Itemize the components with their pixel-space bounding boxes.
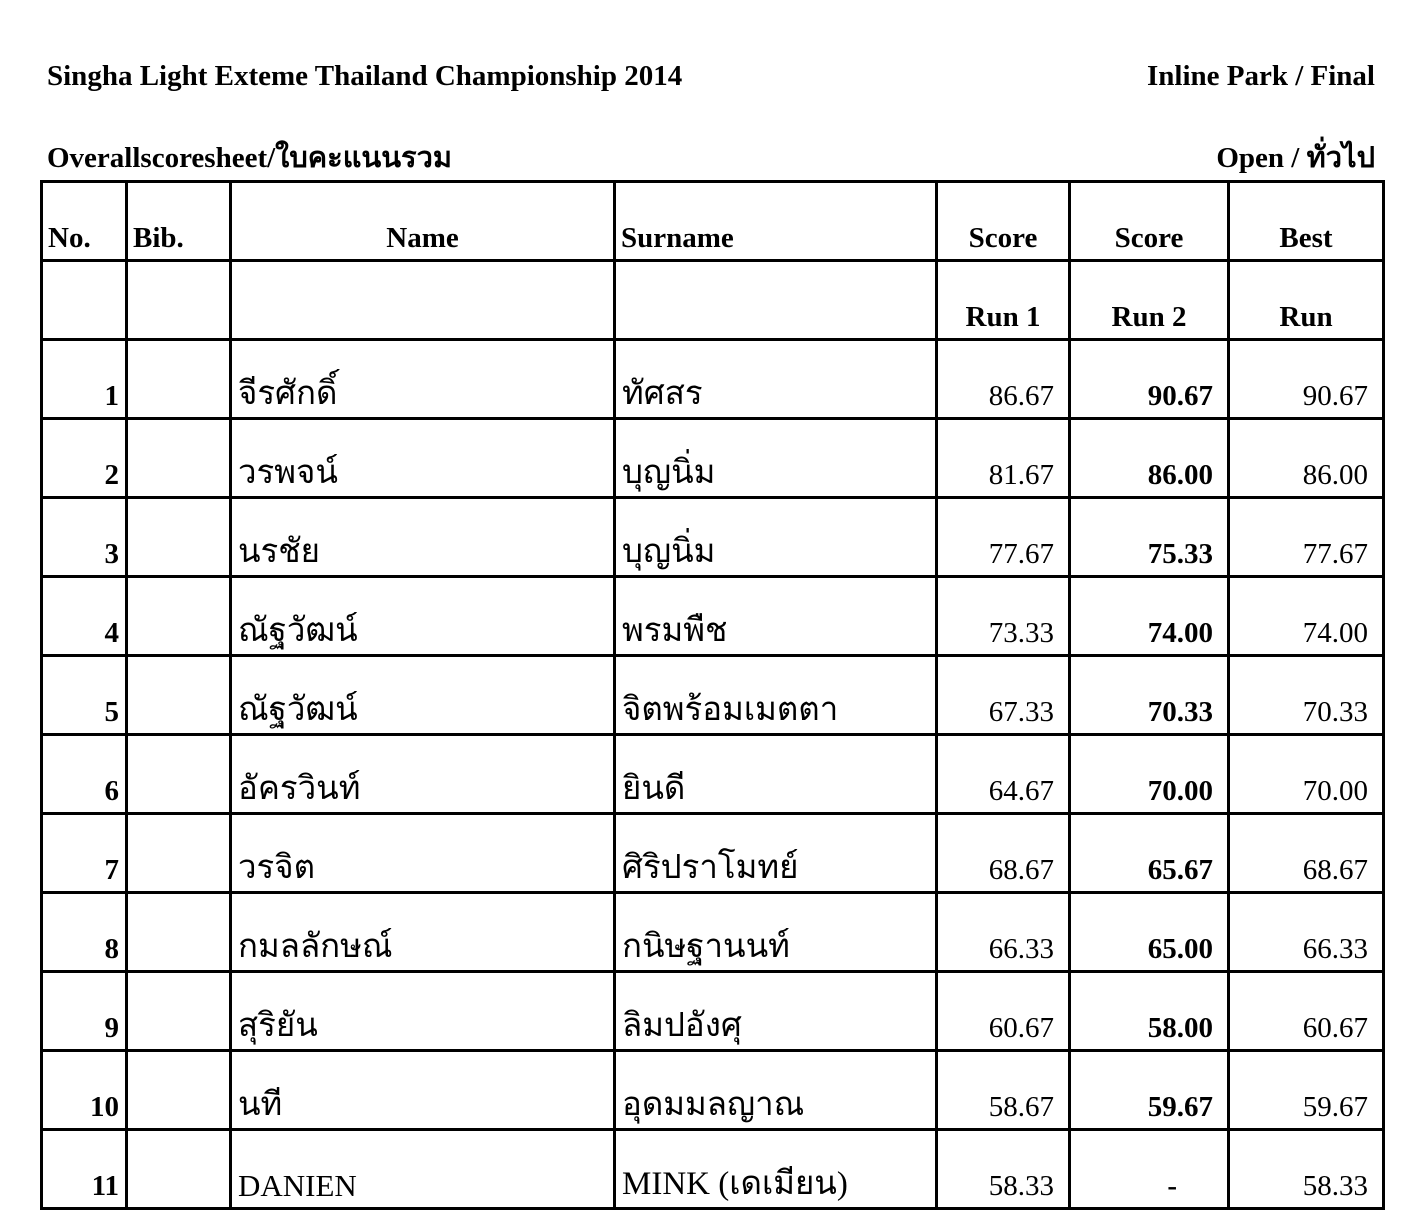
sheet-title: Overallscoresheet/ใบคะแนนรวม xyxy=(47,142,453,174)
cell-no: 7 xyxy=(42,814,127,893)
cell-score-run2: 70.00 xyxy=(1070,735,1229,814)
score-table xyxy=(40,180,1385,1210)
cell-name: จีรศักดิ์ xyxy=(231,340,615,419)
column-subheader-best: Run xyxy=(1229,261,1384,340)
cell-surname: บุญนิ่ม xyxy=(615,419,937,498)
cell-bib xyxy=(127,972,231,1051)
column-subheader-run2: Run 2 xyxy=(1070,261,1229,340)
cell-score-run1: 81.67 xyxy=(937,419,1070,498)
cell-name: DANIEN xyxy=(231,1130,615,1209)
cell-score-run2: 75.33 xyxy=(1070,498,1229,577)
table-row xyxy=(42,972,1384,1051)
cell-surname: จิตพร้อมเมตตา xyxy=(615,656,937,735)
column-header-name: Name xyxy=(231,182,615,261)
cell-score-run2: - xyxy=(1070,1130,1229,1209)
cell-best-run: 59.67 xyxy=(1229,1051,1384,1130)
table-row xyxy=(42,735,1384,814)
header-subrow xyxy=(42,261,1384,340)
cell-score-run1: 64.67 xyxy=(937,735,1070,814)
cell-score-run2: 74.00 xyxy=(1070,577,1229,656)
cell-no: 10 xyxy=(42,1051,127,1130)
cell-score-run2: 70.33 xyxy=(1070,656,1229,735)
cell-name: วรจิต xyxy=(231,814,615,893)
column-header-score-run2: Score xyxy=(1070,182,1229,261)
column-subheader-bib xyxy=(127,261,231,340)
column-header-no: No. xyxy=(42,182,127,261)
cell-bib xyxy=(127,735,231,814)
cell-score-run2: 65.00 xyxy=(1070,893,1229,972)
cell-bib xyxy=(127,577,231,656)
cell-no: 9 xyxy=(42,972,127,1051)
cell-best-run: 90.67 xyxy=(1229,340,1384,419)
column-subheader-name xyxy=(231,261,615,340)
cell-score-run1: 58.33 xyxy=(937,1130,1070,1209)
cell-surname: ยินดี xyxy=(615,735,937,814)
cell-score-run1: 73.33 xyxy=(937,577,1070,656)
cell-bib xyxy=(127,893,231,972)
cell-name: นที xyxy=(231,1051,615,1130)
table-row xyxy=(42,498,1384,577)
cell-score-run1: 58.67 xyxy=(937,1051,1070,1130)
table-row xyxy=(42,419,1384,498)
cell-name: ณัฐวัฒน์ xyxy=(231,656,615,735)
cell-name: ณัฐวัฒน์ xyxy=(231,577,615,656)
table-row xyxy=(42,1051,1384,1130)
column-header-score-run1: Score xyxy=(937,182,1070,261)
cell-no: 4 xyxy=(42,577,127,656)
category-title: Open / ทั่วไป xyxy=(1216,142,1375,174)
cell-no: 1 xyxy=(42,340,127,419)
cell-surname: พรมพืช xyxy=(615,577,937,656)
cell-best-run: 58.33 xyxy=(1229,1130,1384,1209)
column-subheader-no xyxy=(42,261,127,340)
cell-score-run1: 67.33 xyxy=(937,656,1070,735)
cell-best-run: 74.00 xyxy=(1229,577,1384,656)
cell-surname: ทัศสร xyxy=(615,340,937,419)
cell-best-run: 66.33 xyxy=(1229,893,1384,972)
cell-best-run: 70.00 xyxy=(1229,735,1384,814)
cell-best-run: 86.00 xyxy=(1229,419,1384,498)
cell-bib xyxy=(127,1130,231,1209)
cell-surname: ลิมปอังศุ xyxy=(615,972,937,1051)
cell-surname: บุญนิ่ม xyxy=(615,498,937,577)
cell-name: สุริยัน xyxy=(231,972,615,1051)
cell-score-run1: 68.67 xyxy=(937,814,1070,893)
cell-no: 3 xyxy=(42,498,127,577)
cell-score-run1: 66.33 xyxy=(937,893,1070,972)
cell-name: อัครวินท์ xyxy=(231,735,615,814)
cell-score-run1: 60.67 xyxy=(937,972,1070,1051)
cell-score-run1: 86.67 xyxy=(937,340,1070,419)
cell-bib xyxy=(127,498,231,577)
event-title: Singha Light Exteme Thailand Championship 2014 xyxy=(47,60,683,92)
cell-best-run: 68.67 xyxy=(1229,814,1384,893)
cell-best-run: 60.67 xyxy=(1229,972,1384,1051)
cell-bib xyxy=(127,340,231,419)
venue-title: Inline Park / Final xyxy=(1146,60,1375,92)
column-subheader-run1: Run 1 xyxy=(937,261,1070,340)
column-header-surname: Surname xyxy=(615,182,937,261)
table-row xyxy=(42,893,1384,972)
cell-score-run1: 77.67 xyxy=(937,498,1070,577)
cell-best-run: 70.33 xyxy=(1229,656,1384,735)
table-row xyxy=(42,577,1384,656)
cell-bib xyxy=(127,814,231,893)
cell-no: 8 xyxy=(42,893,127,972)
cell-name: วรพจน์ xyxy=(231,419,615,498)
cell-score-run2: 86.00 xyxy=(1070,419,1229,498)
cell-no: 6 xyxy=(42,735,127,814)
cell-surname: ศิริปราโมทย์ xyxy=(615,814,937,893)
cell-score-run2: 59.67 xyxy=(1070,1051,1229,1130)
table-row xyxy=(42,814,1384,893)
cell-name: กมลลักษณ์ xyxy=(231,893,615,972)
column-header-bib: Bib. xyxy=(127,182,231,261)
table-row xyxy=(42,656,1384,735)
column-header-best-run: Best xyxy=(1229,182,1384,261)
cell-best-run: 77.67 xyxy=(1229,498,1384,577)
cell-score-run2: 90.67 xyxy=(1070,340,1229,419)
table-row xyxy=(42,1130,1384,1209)
cell-no: 2 xyxy=(42,419,127,498)
cell-no: 5 xyxy=(42,656,127,735)
cell-score-run2: 58.00 xyxy=(1070,972,1229,1051)
header-row xyxy=(42,182,1384,261)
cell-bib xyxy=(127,656,231,735)
column-subheader-surname xyxy=(615,261,937,340)
cell-bib xyxy=(127,419,231,498)
cell-no: 11 xyxy=(42,1130,127,1209)
cell-surname: อุดมมลญาณ xyxy=(615,1051,937,1130)
cell-surname: MINK (เดเมียน) xyxy=(615,1130,937,1209)
cell-name: นรชัย xyxy=(231,498,615,577)
table-row xyxy=(42,340,1384,419)
cell-bib xyxy=(127,1051,231,1130)
cell-score-run2: 65.67 xyxy=(1070,814,1229,893)
cell-surname: กนิษฐานนท์ xyxy=(615,893,937,972)
